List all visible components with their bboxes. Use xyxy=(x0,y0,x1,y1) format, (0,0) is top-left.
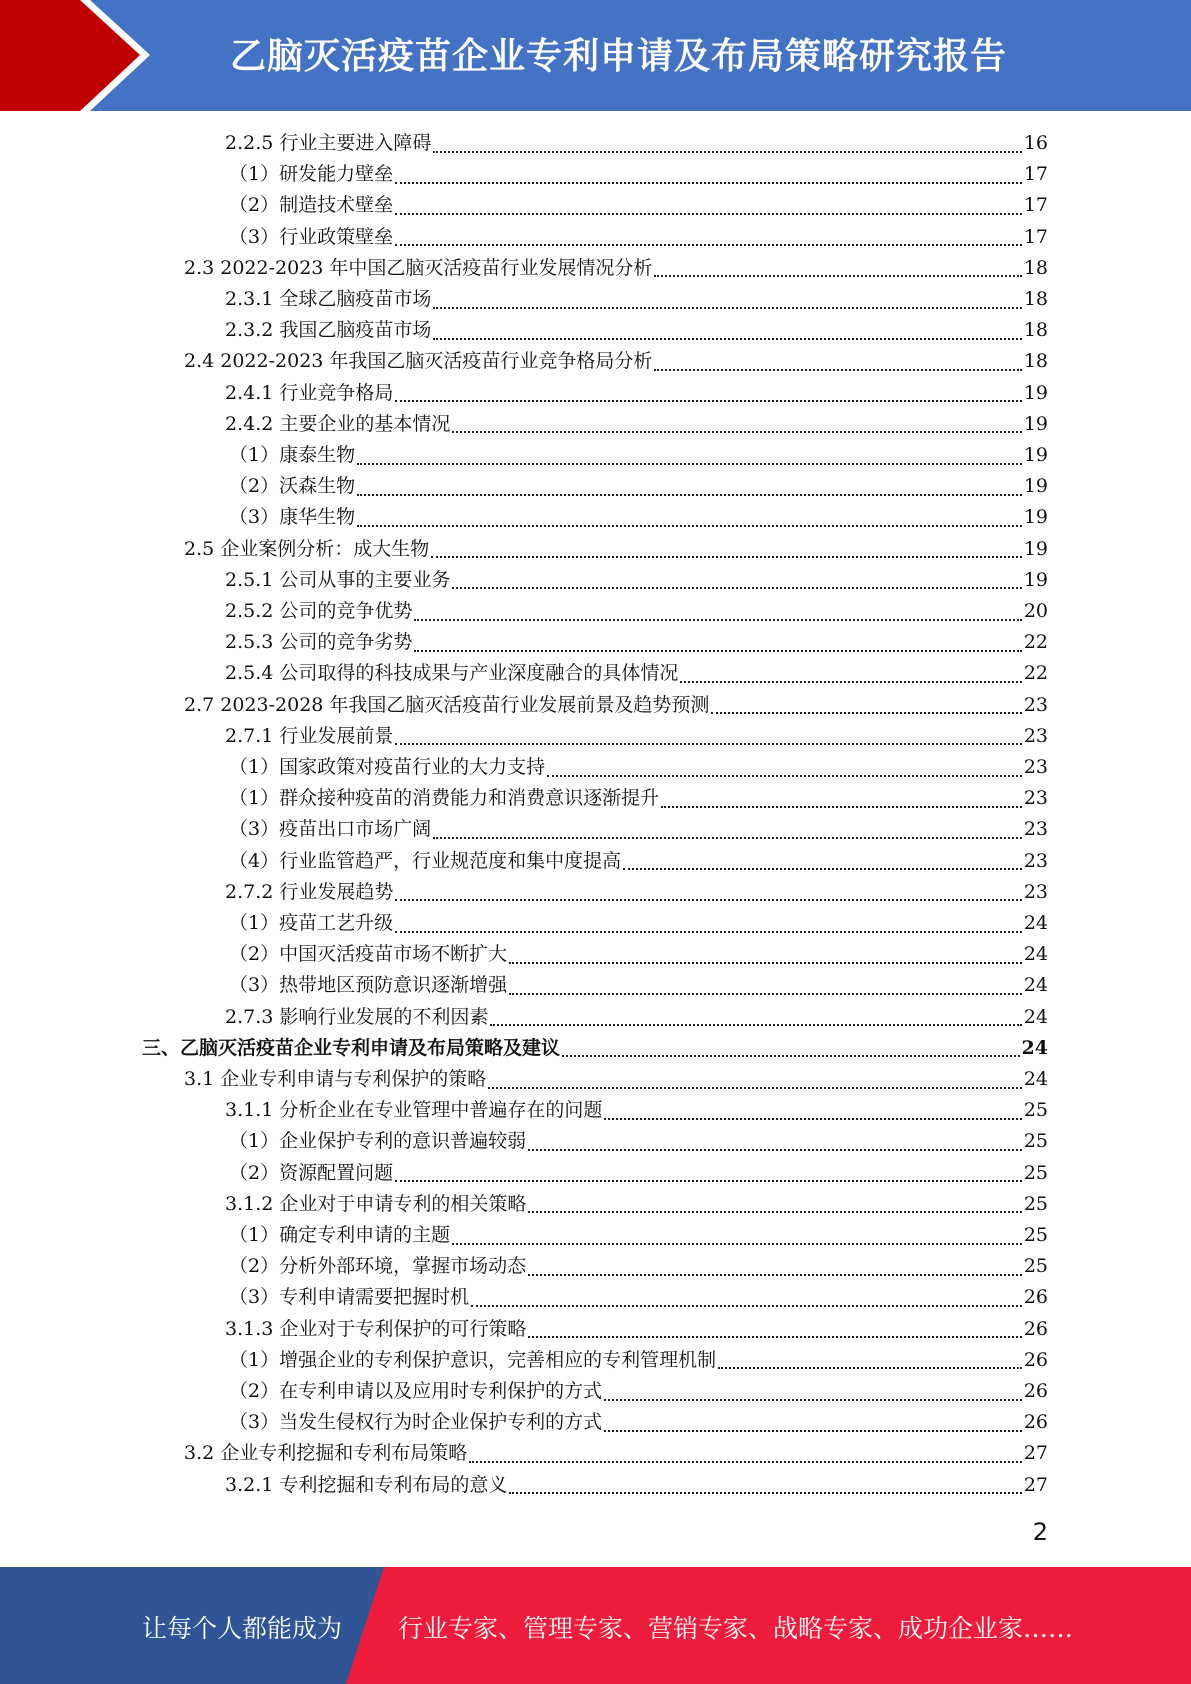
toc-entry[interactable] xyxy=(229,846,1048,877)
toc-entry-page: 25 xyxy=(1023,1099,1048,1122)
toc-leader-dots xyxy=(562,1055,1020,1057)
toc-entry[interactable] xyxy=(225,1314,1048,1345)
toc-entry-page: 23 xyxy=(1023,693,1048,716)
toc-entry-page: 16 xyxy=(1023,132,1048,154)
toc-entry[interactable] xyxy=(184,346,1048,377)
toc-leader-dots xyxy=(547,775,1022,777)
toc-entry[interactable] xyxy=(225,128,1048,159)
toc-entry-page: 23 xyxy=(1023,880,1048,903)
toc-entry-label: （2）在专利申请以及应用时专利保护的方式 xyxy=(229,1380,603,1402)
toc-entry-page: 20 xyxy=(1023,600,1048,622)
toc-entry[interactable] xyxy=(225,409,1048,440)
toc-entry-label: （3）专利申请需要把握时机 xyxy=(229,1286,470,1309)
report-title: 乙脑灭活疫苗企业专利申请及布局策略研究报告 xyxy=(230,36,1008,77)
toc-entry-page: 24 xyxy=(1023,1005,1048,1028)
toc-entry-page: 24 xyxy=(1023,974,1048,997)
toc-entry-page: 17 xyxy=(1023,163,1048,186)
toc-leader-dots xyxy=(395,182,1022,184)
toc-entry-label: 2.4.1 行业竞争格局 xyxy=(225,381,394,404)
toc-entry[interactable] xyxy=(184,253,1048,284)
toc-entry-page: 25 xyxy=(1023,1130,1048,1153)
toc-entry-label: 2.2.5 行业主要进入障碍 xyxy=(225,132,432,154)
toc-entry-label: （3）当发生侵权行为时企业保护专利的方式 xyxy=(229,1411,603,1434)
toc-leader-dots xyxy=(469,1461,1022,1463)
toc-entry-label: 2.5.4 公司取得的科技成果与产业深度融合的具体情况 xyxy=(225,662,679,685)
toc-entry-label: （1）研发能力壁垒 xyxy=(229,163,394,186)
toc-leader-dots xyxy=(431,556,1022,558)
toc-entry-label: （1）国家政策对疫苗行业的大力支持 xyxy=(229,756,546,778)
toc-entry-label: （3）疫苗出口市场广阔 xyxy=(229,818,432,841)
toc-leader-dots xyxy=(654,275,1021,277)
toc-entry[interactable] xyxy=(229,502,1048,533)
toc-entry-label: 2.7.1 行业发展前景 xyxy=(225,724,394,747)
toc-leader-dots xyxy=(509,1492,1021,1494)
toc-entry[interactable] xyxy=(229,1158,1048,1189)
toc-entry-label: 3.1.1 分析企业在专业管理中普遍存在的问题 xyxy=(225,1099,603,1122)
toc-entry-page: 19 xyxy=(1023,381,1048,404)
toc-entry[interactable] xyxy=(229,908,1048,939)
toc-entry[interactable] xyxy=(229,471,1048,502)
toc-leader-dots xyxy=(414,650,1021,652)
toc-entry-page: 26 xyxy=(1023,1411,1048,1434)
page-number: 2 xyxy=(1032,1518,1048,1546)
toc-leader-dots xyxy=(718,1367,1022,1369)
toc-entry-label: （3）热带地区预防意识逐渐增强 xyxy=(229,974,508,997)
toc-entry[interactable] xyxy=(229,752,1048,783)
toc-entry-page: 26 xyxy=(1023,1380,1048,1402)
toc-entry-label: （4）行业监管趋严，行业规范度和集中度提高 xyxy=(229,849,622,872)
toc-leader-dots xyxy=(623,868,1022,870)
toc-leader-dots xyxy=(395,213,1022,215)
toc-entry-label: 2.3 2022-2023 年中国乙脑灭活疫苗行业发展情况分析 xyxy=(184,256,653,279)
toc-leader-dots xyxy=(452,431,1021,433)
toc-entry-page: 19 xyxy=(1023,475,1048,498)
toc-entry-label: 3.2 企业专利挖掘和专利布局策略 xyxy=(184,1442,468,1465)
toc-entry-page: 23 xyxy=(1023,724,1048,747)
toc-entry[interactable] xyxy=(225,1095,1048,1126)
toc-entry-label: 2.5.3 公司的竞争劣势 xyxy=(225,631,413,654)
toc-entry-label: （1）企业保护专利的意识普遍较弱 xyxy=(229,1130,527,1153)
toc-entry-page: 23 xyxy=(1023,787,1048,810)
toc-entry[interactable] xyxy=(229,1126,1048,1157)
toc-entry-page: 27 xyxy=(1023,1442,1048,1465)
toc-entry-label: 2.3.2 我国乙脑疫苗市场 xyxy=(225,319,432,342)
toc-leader-dots xyxy=(452,1243,1022,1245)
toc-entry-label: （3）康华生物 xyxy=(229,506,356,529)
toc-leader-dots xyxy=(661,806,1022,808)
page-footer xyxy=(0,1567,1191,1684)
toc-entry[interactable] xyxy=(229,1376,1048,1407)
toc-leader-dots xyxy=(414,619,1021,621)
toc-entry-page: 17 xyxy=(1023,194,1048,217)
toc-leader-dots xyxy=(509,993,1022,995)
toc-entry[interactable] xyxy=(225,658,1048,689)
toc-entry[interactable] xyxy=(225,284,1048,315)
toc-entry-page: 22 xyxy=(1023,662,1048,685)
toc-leader-dots xyxy=(490,1024,1021,1026)
toc-entry-page: 25 xyxy=(1023,1161,1048,1184)
toc-entry[interactable] xyxy=(229,159,1048,190)
toc-entry[interactable] xyxy=(225,315,1048,346)
toc-entry-page: 24 xyxy=(1023,1068,1048,1090)
toc-entry[interactable] xyxy=(225,1002,1048,1033)
toc-entry-label: 2.4.2 主要企业的基本情况 xyxy=(225,412,451,435)
toc-entry[interactable] xyxy=(229,970,1048,1001)
toc-entry[interactable] xyxy=(184,1064,1048,1095)
toc-entry[interactable] xyxy=(225,1470,1048,1501)
toc-entry-page: 23 xyxy=(1023,849,1048,872)
toc-leader-dots xyxy=(528,1211,1021,1213)
toc-entry[interactable] xyxy=(229,1282,1048,1313)
page-header xyxy=(0,0,1191,111)
toc-entry-page: 17 xyxy=(1023,225,1048,248)
toc-leader-dots xyxy=(471,1305,1022,1307)
toc-entry-page: 26 xyxy=(1023,1286,1048,1309)
toc-entry-label: （1）康泰生物 xyxy=(229,444,356,466)
toc-entry-page: 26 xyxy=(1023,1348,1048,1371)
toc-entry[interactable] xyxy=(229,222,1048,253)
toc-leader-dots xyxy=(528,1149,1022,1151)
toc-entry-label: 3.1.3 企业对于专利保护的可行策略 xyxy=(225,1317,527,1340)
toc-entry-label: 3.1 企业专利申请与专利保护的策略 xyxy=(184,1068,487,1090)
toc-entry[interactable] xyxy=(229,1345,1048,1376)
footer-slogan-left: 让每个人都能成为 xyxy=(142,1614,343,1643)
toc-entry[interactable] xyxy=(184,690,1048,721)
toc-entry-page: 19 xyxy=(1023,537,1048,560)
toc-entry-page: 18 xyxy=(1023,288,1048,310)
toc-leader-dots xyxy=(433,338,1021,340)
toc-entry-page: 22 xyxy=(1023,631,1048,654)
toc-entry[interactable] xyxy=(229,1407,1048,1438)
footer-slogan-right: 行业专家、管理专家、营销专家、战略专家、成功企业家…… xyxy=(398,1614,1074,1643)
toc-leader-dots xyxy=(433,837,1022,839)
toc-entry[interactable] xyxy=(229,190,1048,221)
toc-entry[interactable] xyxy=(229,783,1048,814)
toc-entry-label: （3）行业政策壁垒 xyxy=(229,225,394,248)
toc-leader-dots xyxy=(604,1430,1022,1432)
toc-entry-page: 25 xyxy=(1023,1255,1048,1278)
toc-leader-dots xyxy=(528,1336,1021,1338)
toc-leader-dots xyxy=(509,962,1022,964)
toc-entry-label: （1）群众接种疫苗的消费能力和消费意识逐渐提升 xyxy=(229,787,660,810)
toc-leader-dots xyxy=(680,681,1021,683)
toc-entry-label: （2）中国灭活疫苗市场不断扩大 xyxy=(229,943,508,966)
toc-leader-dots xyxy=(433,151,1021,153)
toc-leader-dots xyxy=(395,1180,1022,1182)
toc-leader-dots xyxy=(395,244,1022,246)
toc-entry-label: 2.5.2 公司的竞争优势 xyxy=(225,600,413,622)
toc-entry[interactable] xyxy=(225,721,1048,752)
toc-entry-page: 18 xyxy=(1023,256,1048,279)
toc-entry-page: 24 xyxy=(1023,912,1048,934)
toc-entry-label: 2.7.3 影响行业发展的不利因素 xyxy=(225,1005,489,1028)
toc-leader-dots xyxy=(357,494,1022,496)
toc-entry-label: 2.3.1 全球乙脑疫苗市场 xyxy=(225,288,432,310)
toc-entry-label: （2）资源配置问题 xyxy=(229,1161,394,1184)
toc-leader-dots xyxy=(395,931,1022,933)
toc-entry-label: 2.5 企业案例分析：成大生物 xyxy=(184,537,430,560)
toc-entry-page: 25 xyxy=(1023,1224,1048,1246)
toc-entry-label: （2）制造技术壁垒 xyxy=(229,194,394,217)
toc-entry[interactable] xyxy=(229,814,1048,845)
toc-entry-page: 24 xyxy=(1023,943,1048,966)
toc-entry-label: （1）疫苗工艺升级 xyxy=(229,912,394,934)
toc-entry[interactable] xyxy=(225,565,1048,596)
toc-entry-label: （1）增强企业的专利保护意识，完善相应的专利管理机制 xyxy=(229,1348,717,1371)
toc-entry-page: 25 xyxy=(1023,1192,1048,1215)
toc-leader-dots xyxy=(395,400,1021,402)
toc-entry-page: 23 xyxy=(1023,756,1048,778)
toc-entry[interactable] xyxy=(184,534,1048,565)
toc-entry-label: 3.2.1 专利挖掘和专利布局的意义 xyxy=(225,1473,508,1496)
toc-leader-dots xyxy=(433,307,1021,309)
toc-entry[interactable] xyxy=(229,440,1048,471)
toc-entry[interactable] xyxy=(229,1220,1048,1251)
toc-entry-label: 3.1.2 企业对于申请专利的相关策略 xyxy=(225,1192,527,1215)
toc-leader-dots xyxy=(711,712,1021,714)
toc-entry[interactable] xyxy=(229,939,1048,970)
toc-entry-label: 2.7.2 行业发展趋势 xyxy=(225,880,394,903)
toc-entry[interactable] xyxy=(225,596,1048,627)
toc-entry-label: （2）分析外部环境，掌握市场动态 xyxy=(229,1255,527,1278)
toc-entry-page: 18 xyxy=(1023,319,1048,342)
toc-entry-page: 19 xyxy=(1023,444,1048,466)
toc-entry[interactable] xyxy=(142,1033,1048,1064)
toc-entry-label: 2.4 2022-2023 年我国乙脑灭活疫苗行业竞争格局分析 xyxy=(184,350,653,373)
toc-leader-dots xyxy=(357,463,1022,465)
toc-entry-label: 2.5.1 公司从事的主要业务 xyxy=(225,568,451,591)
toc-entry-label: （2）沃森生物 xyxy=(229,475,356,498)
toc-entry-page: 23 xyxy=(1023,818,1048,841)
toc-entry-page: 24 xyxy=(1021,1036,1048,1059)
toc-entry-label: （1）确定专利申请的主题 xyxy=(229,1224,451,1246)
toc-entry-page: 26 xyxy=(1023,1317,1048,1340)
toc-entry[interactable] xyxy=(229,1251,1048,1282)
toc-leader-dots xyxy=(604,1399,1022,1401)
toc-leader-dots xyxy=(604,1118,1021,1120)
toc-entry-label: 2.7 2023-2028 年我国乙脑灭活疫苗行业发展前景及趋势预测 xyxy=(184,693,710,716)
toc-entry[interactable] xyxy=(225,877,1048,908)
toc-leader-dots xyxy=(654,369,1021,371)
toc-entry[interactable] xyxy=(225,378,1048,409)
toc-leader-dots xyxy=(395,743,1021,745)
toc-entry-page: 27 xyxy=(1023,1473,1048,1496)
toc-entry[interactable] xyxy=(225,627,1048,658)
toc-entry[interactable] xyxy=(184,1438,1048,1469)
toc-leader-dots xyxy=(357,525,1022,527)
toc-leader-dots xyxy=(528,1274,1022,1276)
toc-entry[interactable] xyxy=(225,1189,1048,1220)
toc-entry-page: 19 xyxy=(1023,568,1048,591)
toc-entry-label: 三、乙脑灭活疫苗企业专利申请及布局策略及建议 xyxy=(142,1036,561,1059)
toc-leader-dots xyxy=(488,1087,1022,1089)
toc-entry-page: 19 xyxy=(1023,506,1048,529)
toc-leader-dots xyxy=(452,587,1021,589)
toc-leader-dots xyxy=(395,899,1021,901)
toc-entry-page: 18 xyxy=(1023,350,1048,373)
toc-entry-page: 19 xyxy=(1023,412,1048,435)
